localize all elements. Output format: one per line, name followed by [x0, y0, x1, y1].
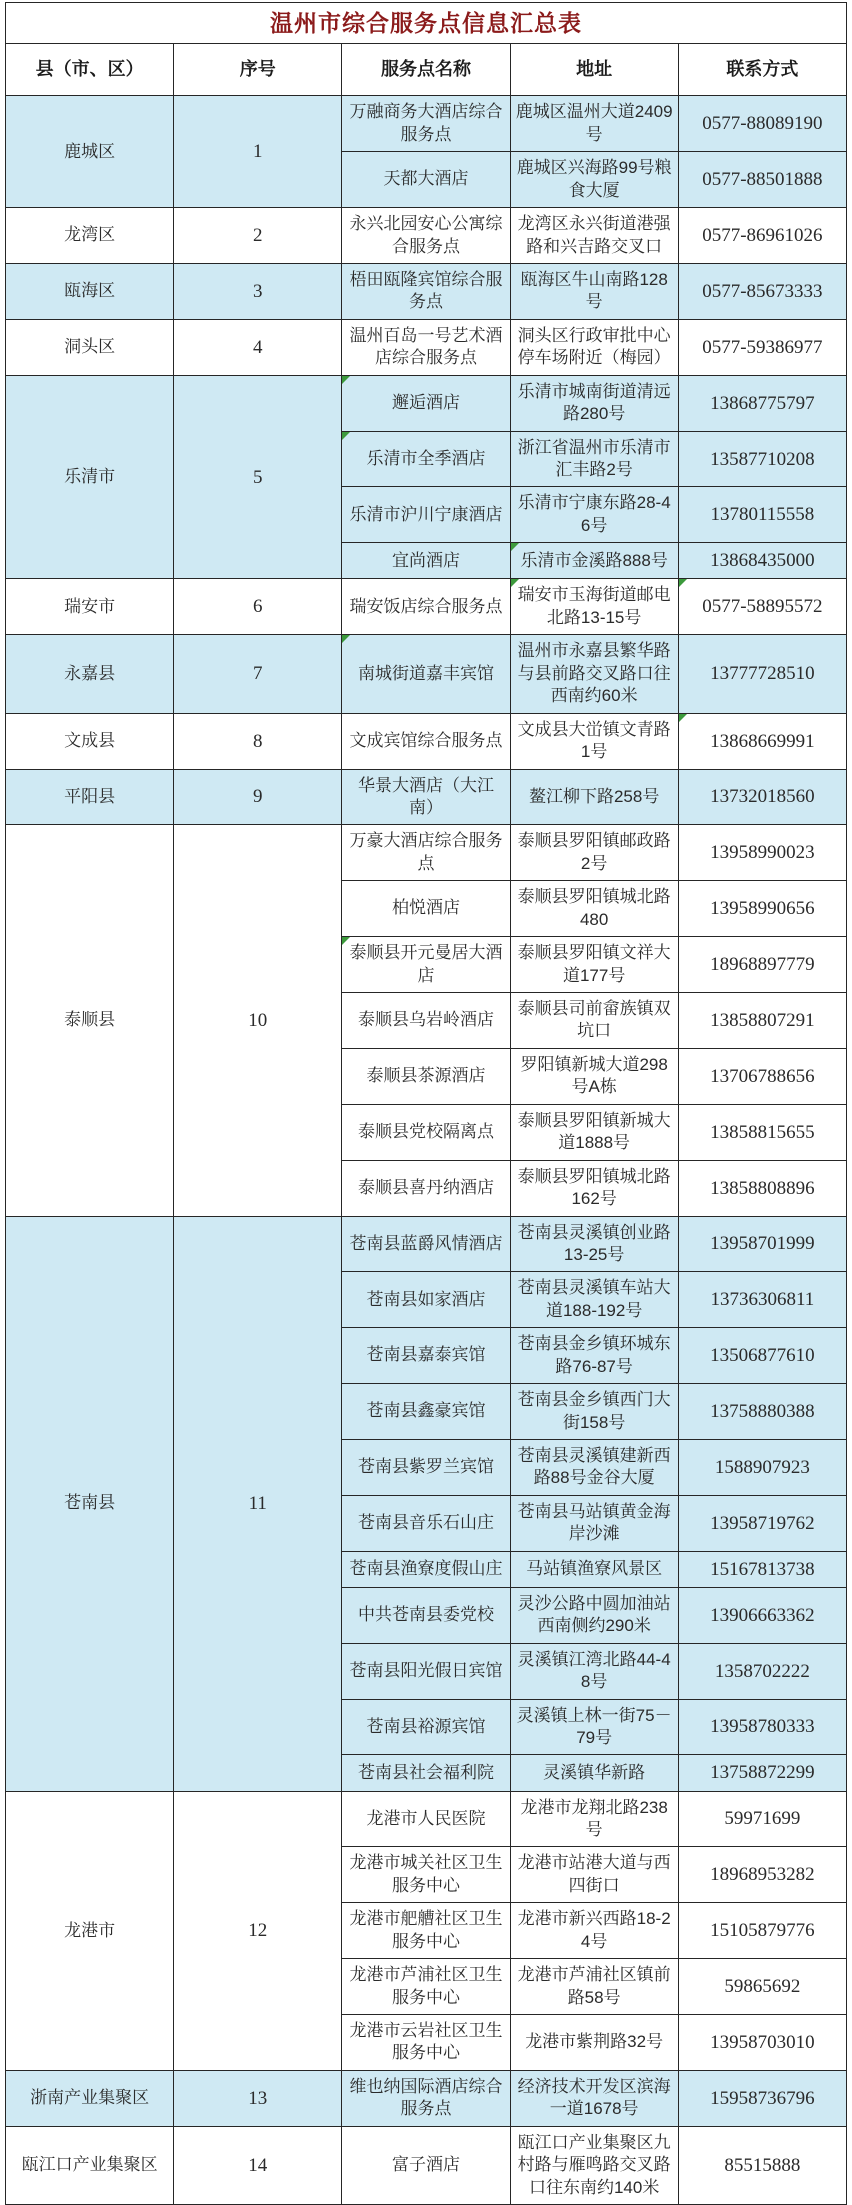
name-cell: 中共苍南县委党校 — [342, 1587, 510, 1643]
address-cell: 苍南县金乡镇西门大街158号 — [510, 1384, 678, 1440]
serial-cell: 14 — [174, 2126, 342, 2204]
serial-cell: 13 — [174, 2070, 342, 2126]
address-cell: 灵溪镇上林一街75－79号 — [510, 1699, 678, 1755]
table-row — [6, 208, 847, 264]
name-cell: 苍南县鑫豪宾馆 — [342, 1384, 510, 1440]
address-cell: 龙港市新兴西路18-24号 — [510, 1903, 678, 1959]
page-title: 温州市综合服务点信息汇总表 — [6, 3, 847, 44]
address-cell: 鹿城区温州大道2409号 — [510, 96, 678, 152]
address-cell: 泰顺县罗阳镇文祥大道177号 — [510, 937, 678, 993]
header-row — [6, 44, 847, 96]
phone-cell: 0577-88501888 — [678, 152, 846, 208]
serial-cell: 1 — [174, 96, 342, 208]
name-cell: 华景大酒店（大江南） — [342, 769, 510, 825]
green-corner-marker — [342, 432, 350, 440]
phone-cell: 13868435000 — [678, 543, 846, 579]
serial-cell: 11 — [174, 1216, 342, 1791]
table-row — [6, 263, 847, 319]
address-cell: 泰顺县罗阳镇新城大道1888号 — [510, 1104, 678, 1160]
name-cell: 天都大酒店 — [342, 152, 510, 208]
column-header-address: 地址 — [510, 44, 678, 96]
phone-cell: 13958719762 — [678, 1495, 846, 1551]
serial-cell: 9 — [174, 769, 342, 825]
district-cell: 瓯海区 — [6, 263, 174, 319]
table-row — [6, 319, 847, 375]
column-header-name: 服务点名称 — [342, 44, 510, 96]
name-cell: 龙港市城关社区卫生服务中心 — [342, 1847, 510, 1903]
phone-cell: 1588907923 — [678, 1440, 846, 1496]
title-row — [6, 3, 847, 44]
address-cell: 苍南县金乡镇环城东路76-87号 — [510, 1328, 678, 1384]
phone-cell: 0577-59386977 — [678, 319, 846, 375]
table-row — [6, 825, 847, 881]
name-cell: 泰顺县茶源酒店 — [342, 1048, 510, 1104]
address-cell: 龙港市芦浦社区镇前路58号 — [510, 1959, 678, 2015]
phone-cell: 13958701999 — [678, 1216, 846, 1272]
district-cell: 浙南产业集聚区 — [6, 2070, 174, 2126]
district-cell: 龙港市 — [6, 1791, 174, 2070]
serial-cell: 10 — [174, 825, 342, 1216]
address-cell: 温州市永嘉县繁华路与县前路交叉路口往西南约60米 — [510, 635, 678, 713]
name-cell: 苍南县如家酒店 — [342, 1272, 510, 1328]
district-cell: 鹿城区 — [6, 96, 174, 208]
serial-cell: 5 — [174, 375, 342, 579]
district-cell: 文成县 — [6, 713, 174, 769]
address-cell: 龙湾区永兴街道港强路和兴吉路交叉口 — [510, 208, 678, 264]
name-cell: 乐清市沪川宁康酒店 — [342, 487, 510, 543]
table-row — [6, 2070, 847, 2126]
name-cell: 柏悦酒店 — [342, 881, 510, 937]
address-cell: 乐清市金溪路888号 — [510, 543, 678, 579]
name-cell: 苍南县社会福利院 — [342, 1755, 510, 1791]
green-corner-marker — [342, 635, 350, 643]
name-cell: 龙港市云岩社区卫生服务中心 — [342, 2015, 510, 2071]
district-cell: 泰顺县 — [6, 825, 174, 1216]
table-row — [6, 579, 847, 635]
table-row — [6, 1216, 847, 1272]
name-cell: 泰顺县党校隔离点 — [342, 1104, 510, 1160]
address-cell: 苍南县马站镇黄金海岸沙滩 — [510, 1495, 678, 1551]
serial-cell: 12 — [174, 1791, 342, 2070]
service-points-table — [5, 2, 847, 2205]
phone-cell: 85515888 — [678, 2126, 846, 2204]
address-cell: 苍南县灵溪镇建新西路88号金谷大厦 — [510, 1440, 678, 1496]
name-cell: 泰顺县乌岩岭酒店 — [342, 993, 510, 1049]
address-cell: 鹿城区兴海路99号粮食大厦 — [510, 152, 678, 208]
address-cell: 灵溪镇华新路 — [510, 1755, 678, 1791]
district-cell: 洞头区 — [6, 319, 174, 375]
phone-cell: 13706788656 — [678, 1048, 846, 1104]
table-row — [6, 375, 847, 431]
district-cell: 永嘉县 — [6, 635, 174, 713]
phone-cell: 0577-88089190 — [678, 96, 846, 152]
column-header-serial: 序号 — [174, 44, 342, 96]
phone-cell: 13906663362 — [678, 1587, 846, 1643]
phone-cell: 13858807291 — [678, 993, 846, 1049]
address-cell: 浙江省温州市乐清市汇丰路2号 — [510, 431, 678, 487]
serial-cell: 7 — [174, 635, 342, 713]
phone-cell: 1358702222 — [678, 1643, 846, 1699]
phone-cell: 13587710208 — [678, 431, 846, 487]
phone-cell: 13758872299 — [678, 1755, 846, 1791]
table-row — [6, 635, 847, 713]
name-cell: 苍南县蓝爵风情酒店 — [342, 1216, 510, 1272]
district-cell: 平阳县 — [6, 769, 174, 825]
address-cell: 洞头区行政审批中心停车场附近（梅园） — [510, 319, 678, 375]
district-cell: 瑞安市 — [6, 579, 174, 635]
name-cell: 乐清市全季酒店 — [342, 431, 510, 487]
phone-cell: 13958780333 — [678, 1699, 846, 1755]
name-cell: 苍南县嘉泰宾馆 — [342, 1328, 510, 1384]
green-corner-marker — [679, 714, 687, 722]
table-row — [6, 713, 847, 769]
name-cell: 苍南县裕源宾馆 — [342, 1699, 510, 1755]
phone-cell: 13868669991 — [678, 713, 846, 769]
address-cell: 龙港市龙翔北路238号 — [510, 1791, 678, 1847]
phone-cell: 0577-85673333 — [678, 263, 846, 319]
green-corner-marker — [511, 543, 519, 551]
name-cell: 永兴北园安心公寓综合服务点 — [342, 208, 510, 264]
address-cell: 瑞安市玉海街道邮电北路13-15号 — [510, 579, 678, 635]
name-cell: 苍南县阳光假日宾馆 — [342, 1643, 510, 1699]
name-cell: 万豪大酒店综合服务点 — [342, 825, 510, 881]
district-cell: 乐清市 — [6, 375, 174, 579]
phone-cell: 13868775797 — [678, 375, 846, 431]
name-cell: 瑞安饭店综合服务点 — [342, 579, 510, 635]
name-cell: 文成宾馆综合服务点 — [342, 713, 510, 769]
district-cell: 瓯江口产业集聚区 — [6, 2126, 174, 2204]
phone-cell: 13777728510 — [678, 635, 846, 713]
table-body — [6, 96, 847, 2205]
phone-cell: 0577-86961026 — [678, 208, 846, 264]
name-cell: 万融商务大酒店综合服务点 — [342, 96, 510, 152]
address-cell: 罗阳镇新城大道298号A栋 — [510, 1048, 678, 1104]
phone-cell: 0577-58895572 — [678, 579, 846, 635]
name-cell: 梧田瓯隆宾馆综合服务点 — [342, 263, 510, 319]
table-row — [6, 2126, 847, 2204]
address-cell: 马站镇渔寮风景区 — [510, 1551, 678, 1587]
address-cell: 泰顺县罗阳镇城北路162号 — [510, 1160, 678, 1216]
phone-cell: 13732018560 — [678, 769, 846, 825]
serial-cell: 6 — [174, 579, 342, 635]
table-row — [6, 1791, 847, 1847]
address-cell: 龙港市站港大道与西四街口 — [510, 1847, 678, 1903]
name-cell: 南城街道嘉丰宾馆 — [342, 635, 510, 713]
phone-cell: 15958736796 — [678, 2070, 846, 2126]
name-cell: 龙港市舥艚社区卫生服务中心 — [342, 1903, 510, 1959]
green-corner-marker — [511, 579, 519, 587]
green-corner-marker — [342, 376, 350, 384]
address-cell: 乐清市宁康东路28-46号 — [510, 487, 678, 543]
table-row — [6, 769, 847, 825]
address-cell: 苍南县灵溪镇车站大道188-192号 — [510, 1272, 678, 1328]
table-row — [6, 96, 847, 152]
phone-cell: 18968953282 — [678, 1847, 846, 1903]
name-cell: 富子酒店 — [342, 2126, 510, 2204]
phone-cell: 13958990656 — [678, 881, 846, 937]
name-cell: 苍南县渔寮度假山庄 — [342, 1551, 510, 1587]
address-cell: 瓯江口产业集聚区九村路与雁鸣路交叉路口往东南约140米 — [510, 2126, 678, 2204]
phone-cell: 59971699 — [678, 1791, 846, 1847]
phone-cell: 13758880388 — [678, 1384, 846, 1440]
address-cell: 灵沙公路中圆加油站西南侧约290米 — [510, 1587, 678, 1643]
name-cell: 宜尚酒店 — [342, 543, 510, 579]
address-cell: 瓯海区牛山南路128号 — [510, 263, 678, 319]
name-cell: 泰顺县喜丹纳酒店 — [342, 1160, 510, 1216]
serial-cell: 3 — [174, 263, 342, 319]
address-cell: 泰顺县罗阳镇城北路480 — [510, 881, 678, 937]
phone-cell: 18968897779 — [678, 937, 846, 993]
address-cell: 乐清市城南街道清远路280号 — [510, 375, 678, 431]
address-cell: 文成县大峃镇文青路1号 — [510, 713, 678, 769]
green-corner-marker — [342, 937, 350, 945]
address-cell: 灵溪镇江湾北路44-48号 — [510, 1643, 678, 1699]
serial-cell: 4 — [174, 319, 342, 375]
name-cell: 苍南县紫罗兰宾馆 — [342, 1440, 510, 1496]
name-cell: 泰顺县开元曼居大酒店 — [342, 937, 510, 993]
serial-cell: 2 — [174, 208, 342, 264]
address-cell: 泰顺县司前畲族镇双坑口 — [510, 993, 678, 1049]
name-cell: 邂逅酒店 — [342, 375, 510, 431]
name-cell: 龙港市人民医院 — [342, 1791, 510, 1847]
phone-cell: 15105879776 — [678, 1903, 846, 1959]
phone-cell: 15167813738 — [678, 1551, 846, 1587]
phone-cell: 59865692 — [678, 1959, 846, 2015]
name-cell: 苍南县音乐石山庄 — [342, 1495, 510, 1551]
address-cell: 苍南县灵溪镇创业路13-25号 — [510, 1216, 678, 1272]
phone-cell: 13958703010 — [678, 2015, 846, 2071]
phone-cell: 13858815655 — [678, 1104, 846, 1160]
column-header-contact: 联系方式 — [678, 44, 846, 96]
address-cell: 经济技术开发区滨海一道1678号 — [510, 2070, 678, 2126]
phone-cell: 13736306811 — [678, 1272, 846, 1328]
address-cell: 龙港市紫荆路32号 — [510, 2015, 678, 2071]
phone-cell: 13958990023 — [678, 825, 846, 881]
name-cell: 维也纳国际酒店综合服务点 — [342, 2070, 510, 2126]
phone-cell: 13780115558 — [678, 487, 846, 543]
phone-cell: 13858808896 — [678, 1160, 846, 1216]
column-header-district: 县（市、区） — [6, 44, 174, 96]
district-cell: 苍南县 — [6, 1216, 174, 1791]
green-corner-marker — [679, 579, 687, 587]
name-cell: 龙港市芦浦社区卫生服务中心 — [342, 1959, 510, 2015]
district-cell: 龙湾区 — [6, 208, 174, 264]
phone-cell: 13506877610 — [678, 1328, 846, 1384]
address-cell: 鳌江柳下路258号 — [510, 769, 678, 825]
address-cell: 泰顺县罗阳镇邮政路2号 — [510, 825, 678, 881]
serial-cell: 8 — [174, 713, 342, 769]
name-cell: 温州百岛一号艺术酒店综合服务点 — [342, 319, 510, 375]
